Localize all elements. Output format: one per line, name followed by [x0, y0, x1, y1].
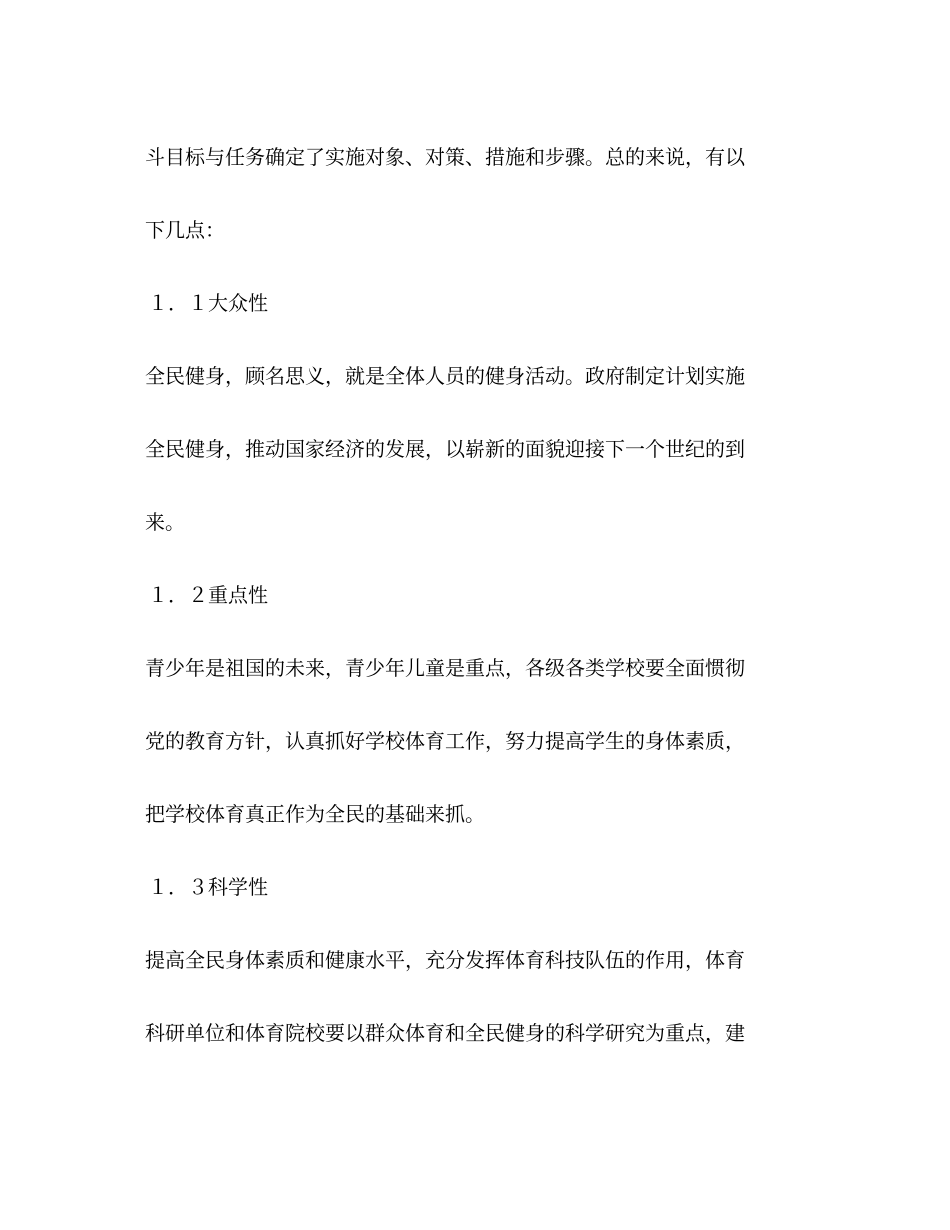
section-heading: １．１大众性 [148, 291, 268, 315]
body-text-line: 斗目标与任务确定了实施对象、对策、措施和步骤。总的来说，有以 [145, 145, 745, 169]
body-text-line: 全民健身，顾名思义，就是全体人员的健身活动。政府制定计划实施 [145, 364, 745, 388]
body-text-line: 提高全民身体素质和健康水平，充分发挥体育科技队伍的作用，体育 [145, 948, 745, 972]
body-text-line: 青少年是祖国的未来，青少年儿童是重点，各级各类学校要全面惯彻 [145, 656, 745, 680]
body-text-line: 把学校体育真正作为全民的基础来抓。 [145, 802, 485, 826]
section-heading: １．２重点性 [148, 583, 268, 607]
body-text-line: 全民健身，推动国家经济的发展，以崭新的面貌迎接下一个世纪的到 [145, 437, 745, 461]
body-text-line: 党的教育方针，认真抓好学校体育工作，努力提高学生的身体素质， [145, 729, 745, 753]
section-heading: １．３科学性 [148, 875, 268, 899]
body-text-line: 科研单位和体育院校要以群众体育和全民健身的科学研究为重点，建 [145, 1021, 745, 1045]
body-text-line: 下几点： [145, 218, 225, 242]
body-text-line: 来。 [145, 510, 185, 534]
